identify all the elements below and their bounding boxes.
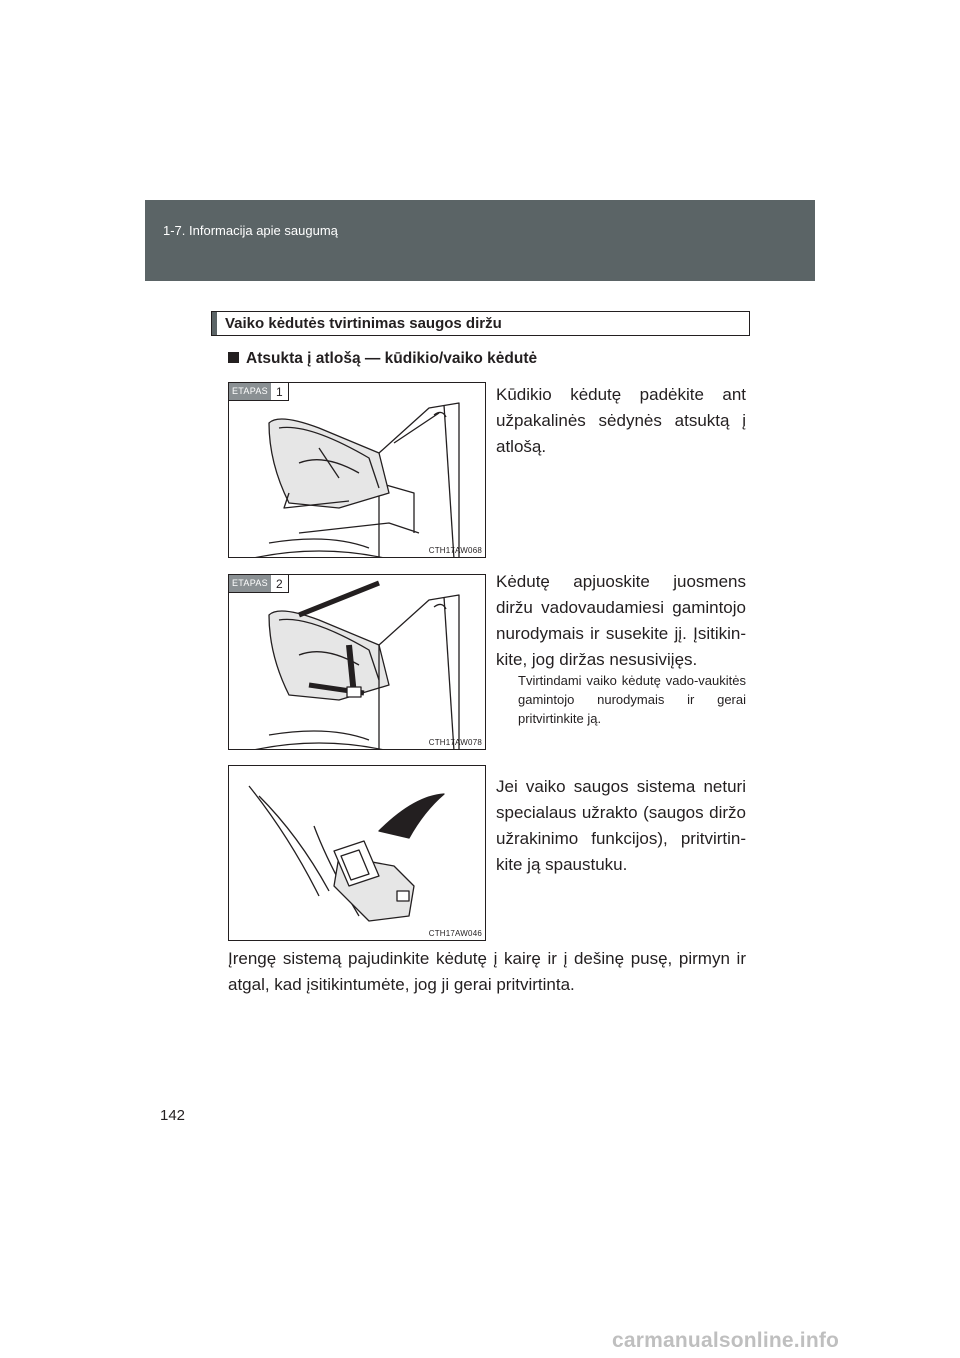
figure-code: CTH17AW068	[428, 546, 482, 555]
step-2-note: Tvirtindami vaiko kėdutę vado-vaukitės gamintojo nurodymais ir gerai pritvirtinkite ją.	[518, 673, 746, 726]
figure-step-1	[228, 382, 486, 558]
step-1-text: Kūdikio kėdutę padėkite ant užpakalinės sėdynės atsuktą į atlošą.	[496, 385, 746, 456]
header-band	[145, 200, 815, 281]
child-seat-rear-facing-illustration	[229, 383, 486, 558]
subheading-text: Atsukta į atlošą — kūdikio/vaiko kėdutė	[246, 350, 538, 367]
step-badge-1	[229, 383, 289, 401]
figure-code: CTH17AW078	[428, 738, 482, 747]
watermark: carmanualsonline.info	[612, 1329, 840, 1352]
section-label: 1-7. Informacija apie saugumą	[163, 223, 338, 238]
step-badge-label: ETAPAS	[229, 383, 271, 400]
locking-clip-illustration	[229, 766, 486, 941]
step-2-text: Kėdutę apjuoskite juosmens diržu vadovaudamiesi gamintojo nurodymais ir susekite jį. Įsitikin-kite, jog diržas nesusiviįęs.	[496, 572, 746, 669]
square-bullet-icon	[228, 352, 239, 363]
figure-locking-clip	[228, 765, 486, 941]
section-title: Vaiko kėdutės tvirtinimas saugos diržu	[225, 315, 502, 332]
step-badge-number: 2	[275, 577, 283, 591]
section-title-box	[211, 311, 750, 336]
page-number: 142	[160, 1107, 186, 1124]
step-badge-label: ETAPAS	[229, 575, 271, 592]
step-badge-number: 1	[275, 385, 283, 399]
closing-paragraph: Įrengę sistemą pajudinkite kėdutę į kairę ir į dešinę pusę, pirmyn ir atgal, kad įsitikintumėte, jog ji gerai pritvirtinta.	[228, 949, 746, 994]
step-badge-2	[229, 575, 289, 593]
subheading	[228, 350, 537, 368]
title-accent-bar	[212, 312, 217, 335]
lap-belt-routing-illustration	[229, 575, 486, 750]
locking-clip-text: Jei vaiko saugos sistema neturi specialaus užrakto (saugos diržo užrakinimo funkcijos), pritvirtin-kite ją spaustuku.	[496, 777, 746, 874]
figure-code: CTH17AW046	[428, 929, 482, 938]
figure-step-2	[228, 574, 486, 750]
